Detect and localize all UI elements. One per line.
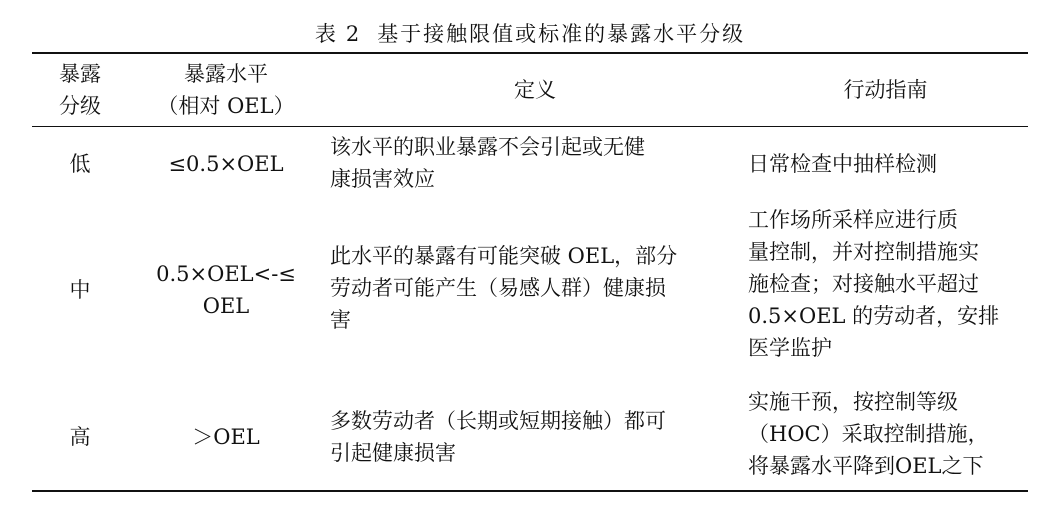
action-line: 量控制，并对控制措施实 (748, 240, 979, 264)
header-relative-level-line: （相对 OEL） (157, 94, 295, 118)
relative-line: 0.5×OEL<-≤ (156, 262, 296, 286)
header-exposure-level-line: 分级 (59, 94, 101, 118)
caption-number: 2 (345, 22, 362, 46)
caption-title: 基于接触限值或标准的暴露水平分级 (377, 22, 746, 46)
row-low-relative: ≤0.5×OEL (168, 152, 284, 176)
row-medium-definition (330, 240, 740, 336)
row-low-action (748, 148, 1023, 180)
action-line: 实施干预，按控制等级 (748, 390, 958, 414)
row-low-definition (330, 131, 740, 195)
action-line: 医学监护 (748, 336, 832, 360)
definition-line: 引起健康损害 (330, 441, 456, 465)
relative-line: OEL (202, 294, 250, 318)
definition-line: 劳动者可能产生（易感人群）健康损 (330, 276, 666, 300)
definition-line: 多数劳动者（长期或短期接触）都可 (330, 409, 666, 433)
table-top-rule (32, 52, 1028, 54)
row-high-relative: ＞OEL (192, 425, 260, 449)
action-line: 日常检查中抽样检测 (748, 152, 937, 176)
row-medium-action (748, 204, 1023, 364)
header-exposure-level (32, 58, 128, 122)
definition-line: 害 (330, 308, 351, 332)
row-high-action (748, 386, 1023, 482)
header-action-guide: 行动指南 (843, 78, 928, 102)
header-divider-rule (32, 126, 1028, 127)
action-line: 工作场所采样应进行质 (748, 208, 958, 232)
action-line: 0.5×OEL 的劳动者，安排 (748, 304, 1000, 328)
header-relative-level (130, 58, 322, 122)
table-bottom-rule (32, 490, 1028, 492)
header-exposure-level-line: 暴露 (59, 62, 101, 86)
action-line: 将暴露水平降到OEL之下 (748, 454, 984, 478)
row-medium-level: 中 (69, 278, 91, 302)
caption-prefix: 表 (314, 22, 338, 46)
definition-line: 此水平的暴露有可能突破 OEL，部分 (330, 244, 678, 268)
definition-line: 该水平的职业暴露不会引起或无健 (330, 135, 645, 159)
action-line: 施检查；对接触水平超过 (748, 272, 979, 296)
row-medium-relative (130, 258, 322, 322)
row-high-level: 高 (69, 425, 91, 449)
row-low-level: 低 (69, 152, 91, 176)
header-definition: 定义 (514, 78, 556, 102)
header-relative-level-line: 暴露水平 (184, 62, 268, 86)
definition-line: 康损害效应 (330, 167, 435, 191)
table-caption (0, 18, 1060, 48)
row-high-definition (330, 405, 740, 469)
action-line: （HOC）采取控制措施， (748, 422, 989, 446)
